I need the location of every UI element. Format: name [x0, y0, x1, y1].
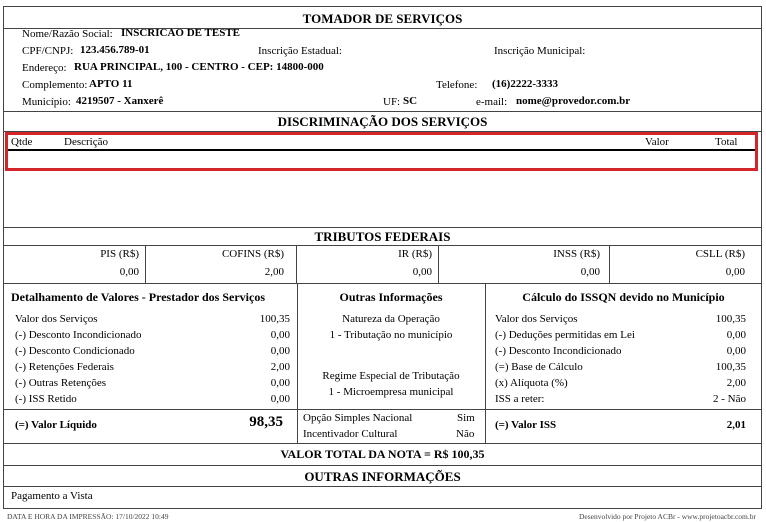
detalhamento-label: (-) ISS Retido [15, 393, 77, 405]
tributos-title: TRIBUTOS FEDERAIS [314, 229, 451, 244]
cofins-label: COFINS (R$) [221, 248, 284, 260]
divider [3, 486, 762, 487]
uf-value: SC [403, 95, 418, 107]
divider [296, 245, 297, 283]
issqn-label: (-) Deduções permitidas em Lei [495, 329, 635, 341]
issqn-label: Valor dos Serviços [495, 313, 578, 325]
complemento-label: Complemento: [22, 79, 88, 91]
divider [485, 409, 762, 410]
issqn-value: 0,00 [726, 345, 746, 357]
detalhamento-value: 0,00 [270, 345, 290, 357]
divider [3, 227, 762, 228]
email-label: e-mail: [476, 96, 508, 108]
natureza-value: 1 - Tributação no município [329, 329, 453, 341]
ir-label: IR (R$) [398, 248, 432, 260]
highlight-box [5, 132, 758, 171]
valor-iss-value: 2,01 [726, 419, 746, 431]
issqn-title: Cálculo do ISSQN devido no Município [522, 290, 725, 304]
col-descricao: Descrição [64, 136, 108, 148]
footer-print-date: DATA E HORA DA IMPRESSÃO: 17/10/2022 10:49 [7, 512, 169, 521]
complemento-value: APTO 11 [89, 78, 133, 90]
divider [297, 283, 298, 443]
issqn-label: ISS a reter: [495, 393, 545, 405]
col-qtde: Qtde [11, 136, 33, 148]
ir-value: 0,00 [412, 266, 432, 278]
issqn-value: 2 - Não [713, 393, 746, 405]
detalhamento-title: Detalhamento de Valores - Prestador dos Serviços [11, 290, 265, 304]
issqn-value: 100,35 [715, 313, 746, 325]
pis-label: PIS (R$) [100, 248, 139, 260]
divider [3, 111, 762, 112]
detalhamento-value: 100,35 [259, 313, 290, 325]
divider [438, 245, 439, 283]
insc-municipal-label: Inscrição Municipal: [494, 45, 586, 57]
cpf-label: CPF/CNPJ: [22, 45, 74, 57]
endereco-label: Endereço: [22, 62, 67, 74]
valor-total-nota: VALOR TOTAL DA NOTA = R$ 100,35 [280, 447, 485, 461]
municipio-value: 4219507 - Xanxerê [76, 95, 164, 107]
incentivador-value: Não [456, 428, 475, 440]
tomador-title: TOMADOR DE SERVIÇOS [302, 11, 463, 26]
col-valor: Valor [645, 136, 669, 148]
nome-value: INSCRICAO DE TESTE [121, 27, 241, 39]
incentivador-label: Incentivador Cultural [303, 428, 398, 440]
regime-label: Regime Especial de Tributação [322, 370, 460, 382]
cpf-value: 123.456.789-01 [80, 44, 150, 56]
natureza-label: Natureza da Operação [342, 313, 440, 325]
telefone-value: (16)2222-3333 [492, 78, 558, 90]
issqn-label: (x) Alíquota (%) [495, 377, 568, 389]
regime-value: 1 - Microempresa municipal [328, 386, 454, 398]
outras-informacoes-text: Pagamento a Vista [11, 490, 93, 502]
inss-label: INSS (R$) [553, 248, 600, 260]
discriminacao-title: DISCRIMINAÇÃO DOS SERVIÇOS [277, 114, 488, 129]
footer-credit: Desenvolvido por Projeto ACBr - www.projetoacbr.com.br [579, 512, 756, 521]
endereco-value: RUA PRINCIPAL, 100 - CENTRO - CEP: 14800-000 [74, 61, 324, 73]
outras-title: Outras Informações [339, 290, 443, 304]
divider [3, 443, 762, 444]
inss-value: 0,00 [580, 266, 600, 278]
valor-liquido-label: (=) Valor Líquido [15, 419, 97, 431]
detalhamento-label: Valor dos Serviços [15, 313, 98, 325]
detalhamento-value: 0,00 [270, 377, 290, 389]
divider [3, 28, 762, 29]
detalhamento-label: (-) Retenções Federais [15, 361, 114, 373]
insc-estadual-label: Inscrição Estadual: [258, 45, 342, 57]
detalhamento-value: 0,00 [270, 393, 290, 405]
issqn-label: (=) Base de Cálculo [495, 361, 583, 373]
col-total: Total [715, 136, 738, 148]
csll-label: CSLL (R$) [695, 248, 745, 260]
divider [3, 465, 762, 466]
detalhamento-label: (-) Outras Retenções [15, 377, 107, 389]
issqn-value: 0,00 [726, 329, 746, 341]
divider [3, 245, 762, 246]
email-value: nome@provedor.com.br [516, 95, 631, 107]
pis-value: 0,00 [119, 266, 139, 278]
divider [3, 283, 762, 284]
uf-label: UF: [383, 96, 401, 108]
divider [609, 245, 610, 283]
simples-value: Sim [457, 412, 475, 424]
issqn-value: 100,35 [715, 361, 746, 373]
nome-label: Nome/Razão Social: [22, 28, 113, 40]
detalhamento-label: (-) Desconto Incondicionado [15, 329, 142, 341]
telefone-label: Telefone: [436, 79, 478, 91]
outras-informacoes-title: OUTRAS INFORMAÇÕES [304, 469, 461, 484]
detalhamento-value: 2,00 [270, 361, 290, 373]
divider [145, 245, 146, 283]
divider [485, 283, 486, 443]
cofins-value: 2,00 [264, 266, 284, 278]
simples-label: Opção Simples Nacional [303, 412, 413, 424]
divider [297, 409, 485, 410]
detalhamento-value: 0,00 [270, 329, 290, 341]
csll-value: 0,00 [725, 266, 745, 278]
detalhamento-label: (-) Desconto Condicionado [15, 345, 135, 357]
municipio-label: Município: [22, 96, 71, 108]
issqn-label: (-) Desconto Incondicionado [495, 345, 622, 357]
divider [3, 409, 297, 410]
valor-liquido-value: 98,35 [249, 414, 283, 430]
issqn-value: 2,00 [726, 377, 746, 389]
valor-iss-label: (=) Valor ISS [495, 419, 557, 431]
